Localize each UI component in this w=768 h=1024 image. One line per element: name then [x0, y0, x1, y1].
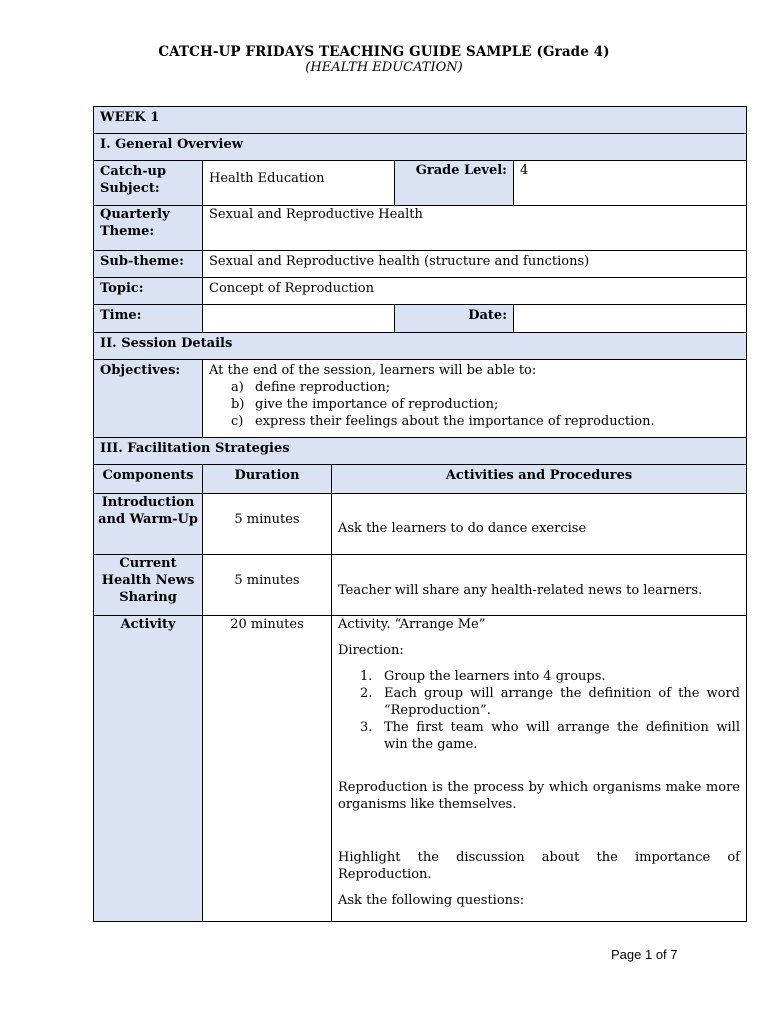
objectives-cell [202, 359, 747, 438]
objective-item: c) express their feelings about the importance of reproduction. [231, 414, 655, 429]
grade-label: Grade Level: [394, 160, 514, 206]
time-label: Time: [93, 304, 203, 333]
topic-label: Topic: [93, 277, 203, 305]
subtheme-value: Sexual and Reproductive health (structure and functions) [202, 250, 747, 278]
general-overview-heading: I. General Overview [93, 133, 747, 161]
objectives-label: Objectives: [93, 359, 203, 438]
component-introduction: Introduction and Warm-Up [93, 493, 203, 555]
activity-procedure [331, 615, 747, 922]
duration-health-news: 5 minutes [202, 554, 332, 616]
column-header-components: Components [93, 464, 203, 494]
facilitation-heading: III. Facilitation Strategies [93, 437, 747, 465]
duration-activity: 20 minutes [202, 615, 332, 922]
component-activity: Activity [93, 615, 203, 922]
objective-item: b) give the importance of reproduction; [231, 397, 499, 412]
activity-introduction: Ask the learners to do dance exercise [331, 493, 747, 555]
questions-prompt: Ask the following questions: [338, 893, 525, 908]
step-item: 3. The first team who will arrange the definition will win the game. [360, 720, 740, 752]
column-header-duration: Duration [202, 464, 332, 494]
subject-value: Health Education [202, 160, 395, 206]
subject-label: Catch-up Subject: [93, 160, 203, 206]
direction-label: Direction: [338, 643, 404, 658]
time-value [202, 304, 395, 333]
activity-title: Activity. “Arrange Me” [338, 617, 486, 632]
step-item: 2. Each group will arrange the definition of the word “Reproduction”. [360, 686, 740, 718]
page-number: Page 1 of 7 [611, 947, 678, 962]
subtheme-label: Sub-theme: [93, 250, 203, 278]
activity-steps [338, 668, 740, 753]
activity-health-news: Teacher will share any health-related news to learners. [331, 554, 747, 616]
objectives-intro: At the end of the session, learners will be able to: [209, 363, 537, 378]
grade-value: 4 [513, 160, 747, 206]
component-health-news: Current Health News Sharing [93, 554, 203, 616]
duration-introduction: 5 minutes [202, 493, 332, 555]
document-subtitle: (HEALTH EDUCATION) [305, 60, 463, 75]
topic-value: Concept of Reproduction [202, 277, 747, 305]
theme-label: Quarterly Theme: [93, 205, 203, 251]
objective-item: a) define reproduction; [231, 380, 391, 395]
highlight-discussion: Highlight the discussion about the importance of Reproduction. [338, 850, 740, 882]
date-value [513, 304, 747, 333]
column-header-activities: Activities and Procedures [331, 464, 747, 494]
date-label: Date: [394, 304, 514, 333]
objectives-list [209, 379, 740, 430]
theme-value: Sexual and Reproductive Health [202, 205, 747, 251]
document-title: CATCH-UP FRIDAYS TEACHING GUIDE SAMPLE (Grade 4) [158, 44, 610, 60]
session-details-heading: II. Session Details [93, 332, 747, 360]
week-header: WEEK 1 [93, 106, 747, 134]
reproduction-definition: Reproduction is the process by which organisms make more organisms like themselves. [338, 780, 740, 812]
step-item: 1. Group the learners into 4 groups. [360, 669, 606, 684]
